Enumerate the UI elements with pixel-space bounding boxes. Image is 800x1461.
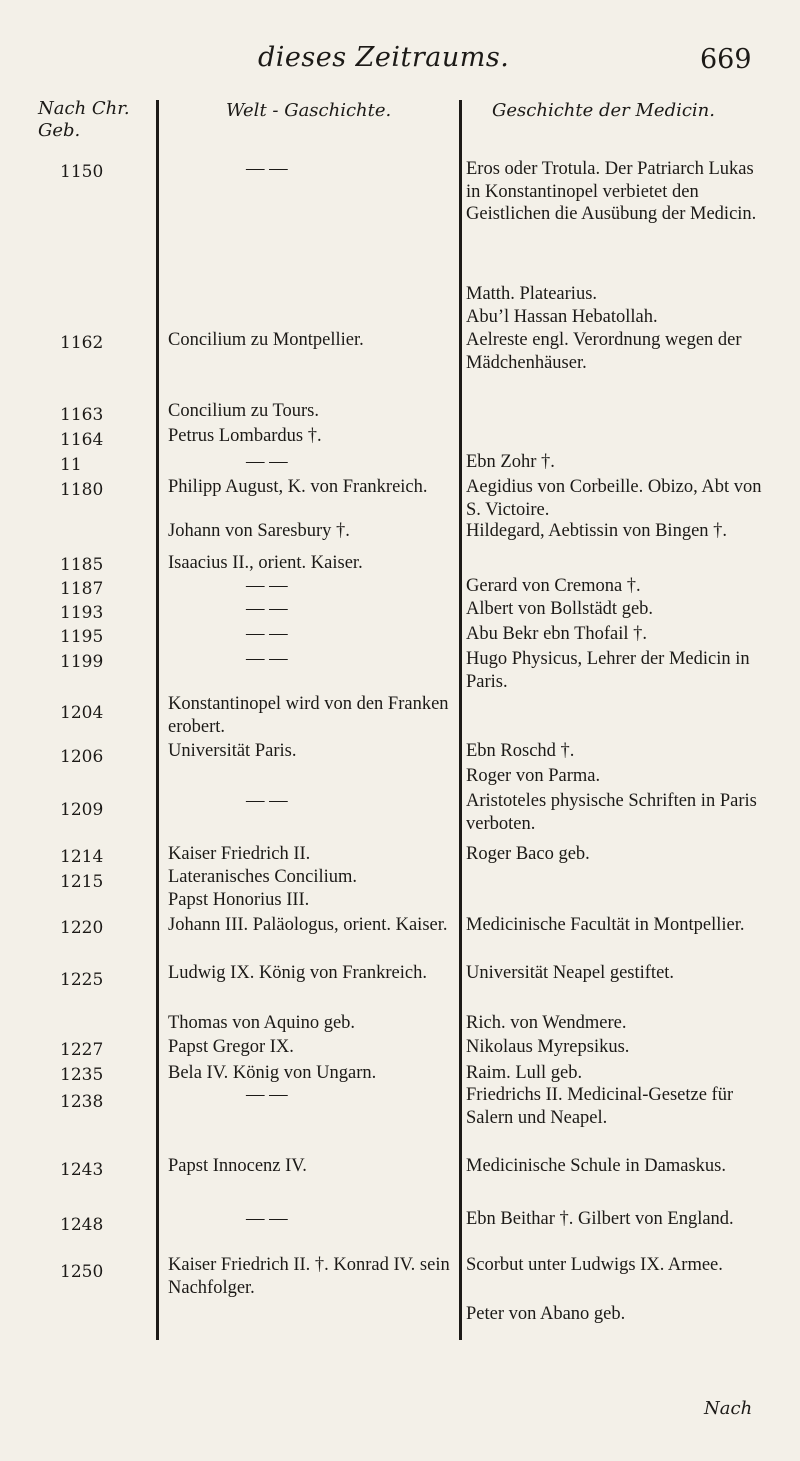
running-head-title: dieses Zeitraums. bbox=[258, 42, 510, 73]
world-history-cell: — — bbox=[246, 791, 288, 811]
medicine-history-cell: Matth. Platearius. bbox=[466, 284, 598, 304]
year-cell: 1180 bbox=[60, 480, 104, 500]
world-history-cell: Kaiser Friedrich II. bbox=[168, 844, 311, 864]
medicine-history-cell: Aristoteles physische Schriften in Paris verboten. bbox=[466, 791, 757, 834]
year-cell: 1209 bbox=[60, 800, 104, 820]
year-cell: 1214 bbox=[60, 847, 104, 867]
medicine-history-cell: Albert von Bollstädt geb. bbox=[466, 599, 654, 619]
medicine-history-cell: Rich. von Wendmere. bbox=[466, 1013, 627, 1033]
year-cell: 1150 bbox=[60, 162, 104, 182]
world-history-cell: Petrus Lombardus †. bbox=[168, 426, 322, 446]
column-rule-left bbox=[156, 100, 159, 1340]
year-cell: 1163 bbox=[60, 405, 104, 425]
year-cell: 1243 bbox=[60, 1160, 104, 1180]
world-history-cell: Universität Paris. bbox=[168, 741, 297, 761]
world-history-cell: — — bbox=[246, 624, 288, 644]
medicine-history-cell: Medicinische Facultät in Montpellier. bbox=[466, 915, 745, 935]
world-history-cell: Papst Innocenz IV. bbox=[168, 1156, 307, 1176]
year-cell: 1162 bbox=[60, 333, 104, 353]
year-cell: 1238 bbox=[60, 1092, 104, 1112]
medicine-history-cell: Medicinische Schule in Damaskus. bbox=[466, 1156, 726, 1176]
year-cell: 11 bbox=[60, 455, 82, 475]
world-history-cell: Johann von Saresbury †. bbox=[168, 521, 350, 541]
world-history-cell: Concilium zu Tours. bbox=[168, 401, 319, 421]
world-history-cell: Papst Honorius III. bbox=[168, 890, 310, 910]
medicine-history-cell: Hildegard, Aebtissin von Bingen †. bbox=[466, 521, 728, 541]
world-history-cell: Kaiser Friedrich II. †. Konrad IV. sein Nachfolger. bbox=[168, 1255, 450, 1298]
medicine-history-cell: Aegidius von Corbeille. Obizo, Abt von S. Victoire. bbox=[466, 477, 762, 520]
year-cell: 1215 bbox=[60, 872, 104, 892]
year-cell: 1250 bbox=[60, 1262, 104, 1282]
medicine-history-cell: Ebn Roschd †. bbox=[466, 741, 575, 761]
world-history-cell: Lateranisches Concilium. bbox=[168, 867, 358, 887]
header-year: Nach Chr. Geb. bbox=[38, 98, 130, 141]
world-history-cell: Isaacius II., orient. Kaiser. bbox=[168, 553, 363, 573]
medicine-history-cell: Eros oder Trotula. Der Patriarch Lukas in Konstantinopel verbietet den Geistlichen die Ausübung der Medicin. bbox=[466, 159, 757, 224]
world-history-cell: Bela IV. König von Ungarn. bbox=[168, 1063, 377, 1083]
medicine-history-cell: Ebn Beithar †. Gilbert von England. bbox=[466, 1209, 734, 1229]
year-cell: 1199 bbox=[60, 652, 104, 672]
world-history-cell: Johann III. Paläologus, orient. Kaiser. bbox=[168, 915, 448, 935]
catchword: Nach bbox=[704, 1398, 753, 1419]
medicine-history-cell: Ebn Zohr †. bbox=[466, 452, 555, 472]
year-cell: 1225 bbox=[60, 970, 104, 990]
year-cell: 1248 bbox=[60, 1215, 104, 1235]
world-history-cell: Konstantinopel wird von den Franken erobert. bbox=[168, 694, 449, 737]
world-history-cell: Ludwig IX. König von Frankreich. bbox=[168, 963, 427, 983]
year-cell: 1187 bbox=[60, 579, 104, 599]
header-world-history: Welt - Gaschichte. bbox=[226, 100, 392, 121]
medicine-history-cell: Scorbut unter Ludwigs IX. Armee. bbox=[466, 1255, 723, 1275]
medicine-history-cell: Aelreste engl. Verordnung wegen der Mädchenhäuser. bbox=[466, 330, 742, 373]
year-cell: 1227 bbox=[60, 1040, 104, 1060]
world-history-cell: — — bbox=[246, 1085, 288, 1105]
year-cell: 1204 bbox=[60, 703, 104, 723]
year-cell: 1235 bbox=[60, 1065, 104, 1085]
medicine-history-cell: Gerard von Cremona †. bbox=[466, 576, 641, 596]
world-history-cell: Concilium zu Montpellier. bbox=[168, 330, 364, 350]
medicine-history-cell: Universität Neapel gestiftet. bbox=[466, 963, 675, 983]
header-medicine-history: Geschichte der Medicin. bbox=[492, 100, 715, 121]
medicine-history-cell: Roger Baco geb. bbox=[466, 844, 590, 864]
world-history-cell: — — bbox=[246, 159, 288, 179]
medicine-history-cell: Abu Bekr ebn Thofail †. bbox=[466, 624, 648, 644]
world-history-cell: Papst Gregor IX. bbox=[168, 1037, 294, 1057]
year-cell: 1206 bbox=[60, 747, 104, 767]
page-number: 669 bbox=[700, 44, 752, 75]
year-cell: 1220 bbox=[60, 918, 104, 938]
world-history-cell: Thomas von Aquino geb. bbox=[168, 1013, 356, 1033]
medicine-history-cell: Raim. Lull geb. bbox=[466, 1063, 583, 1083]
year-cell: 1185 bbox=[60, 555, 104, 575]
world-history-cell: — — bbox=[246, 452, 288, 472]
medicine-history-cell: Roger von Parma. bbox=[466, 766, 601, 786]
medicine-history-cell: Peter von Abano geb. bbox=[466, 1304, 626, 1324]
medicine-history-cell: Hugo Physicus, Lehrer der Medicin in Paris. bbox=[466, 649, 750, 692]
world-history-cell: — — bbox=[246, 1209, 288, 1229]
medicine-history-cell: Nikolaus Myrepsikus. bbox=[466, 1037, 630, 1057]
world-history-cell: — — bbox=[246, 576, 288, 596]
world-history-cell: — — bbox=[246, 649, 288, 669]
year-cell: 1193 bbox=[60, 603, 104, 623]
year-cell: 1195 bbox=[60, 627, 104, 647]
year-cell: 1164 bbox=[60, 430, 104, 450]
world-history-cell: Philipp August, K. von Frankreich. bbox=[168, 477, 428, 497]
medicine-history-cell: Friedrichs II. Medicinal-Gesetze für Salern und Neapel. bbox=[466, 1085, 734, 1128]
medicine-history-cell: Abu’l Hassan Hebatollah. bbox=[466, 307, 658, 327]
column-rule-right bbox=[459, 100, 462, 1340]
world-history-cell: — — bbox=[246, 599, 288, 619]
